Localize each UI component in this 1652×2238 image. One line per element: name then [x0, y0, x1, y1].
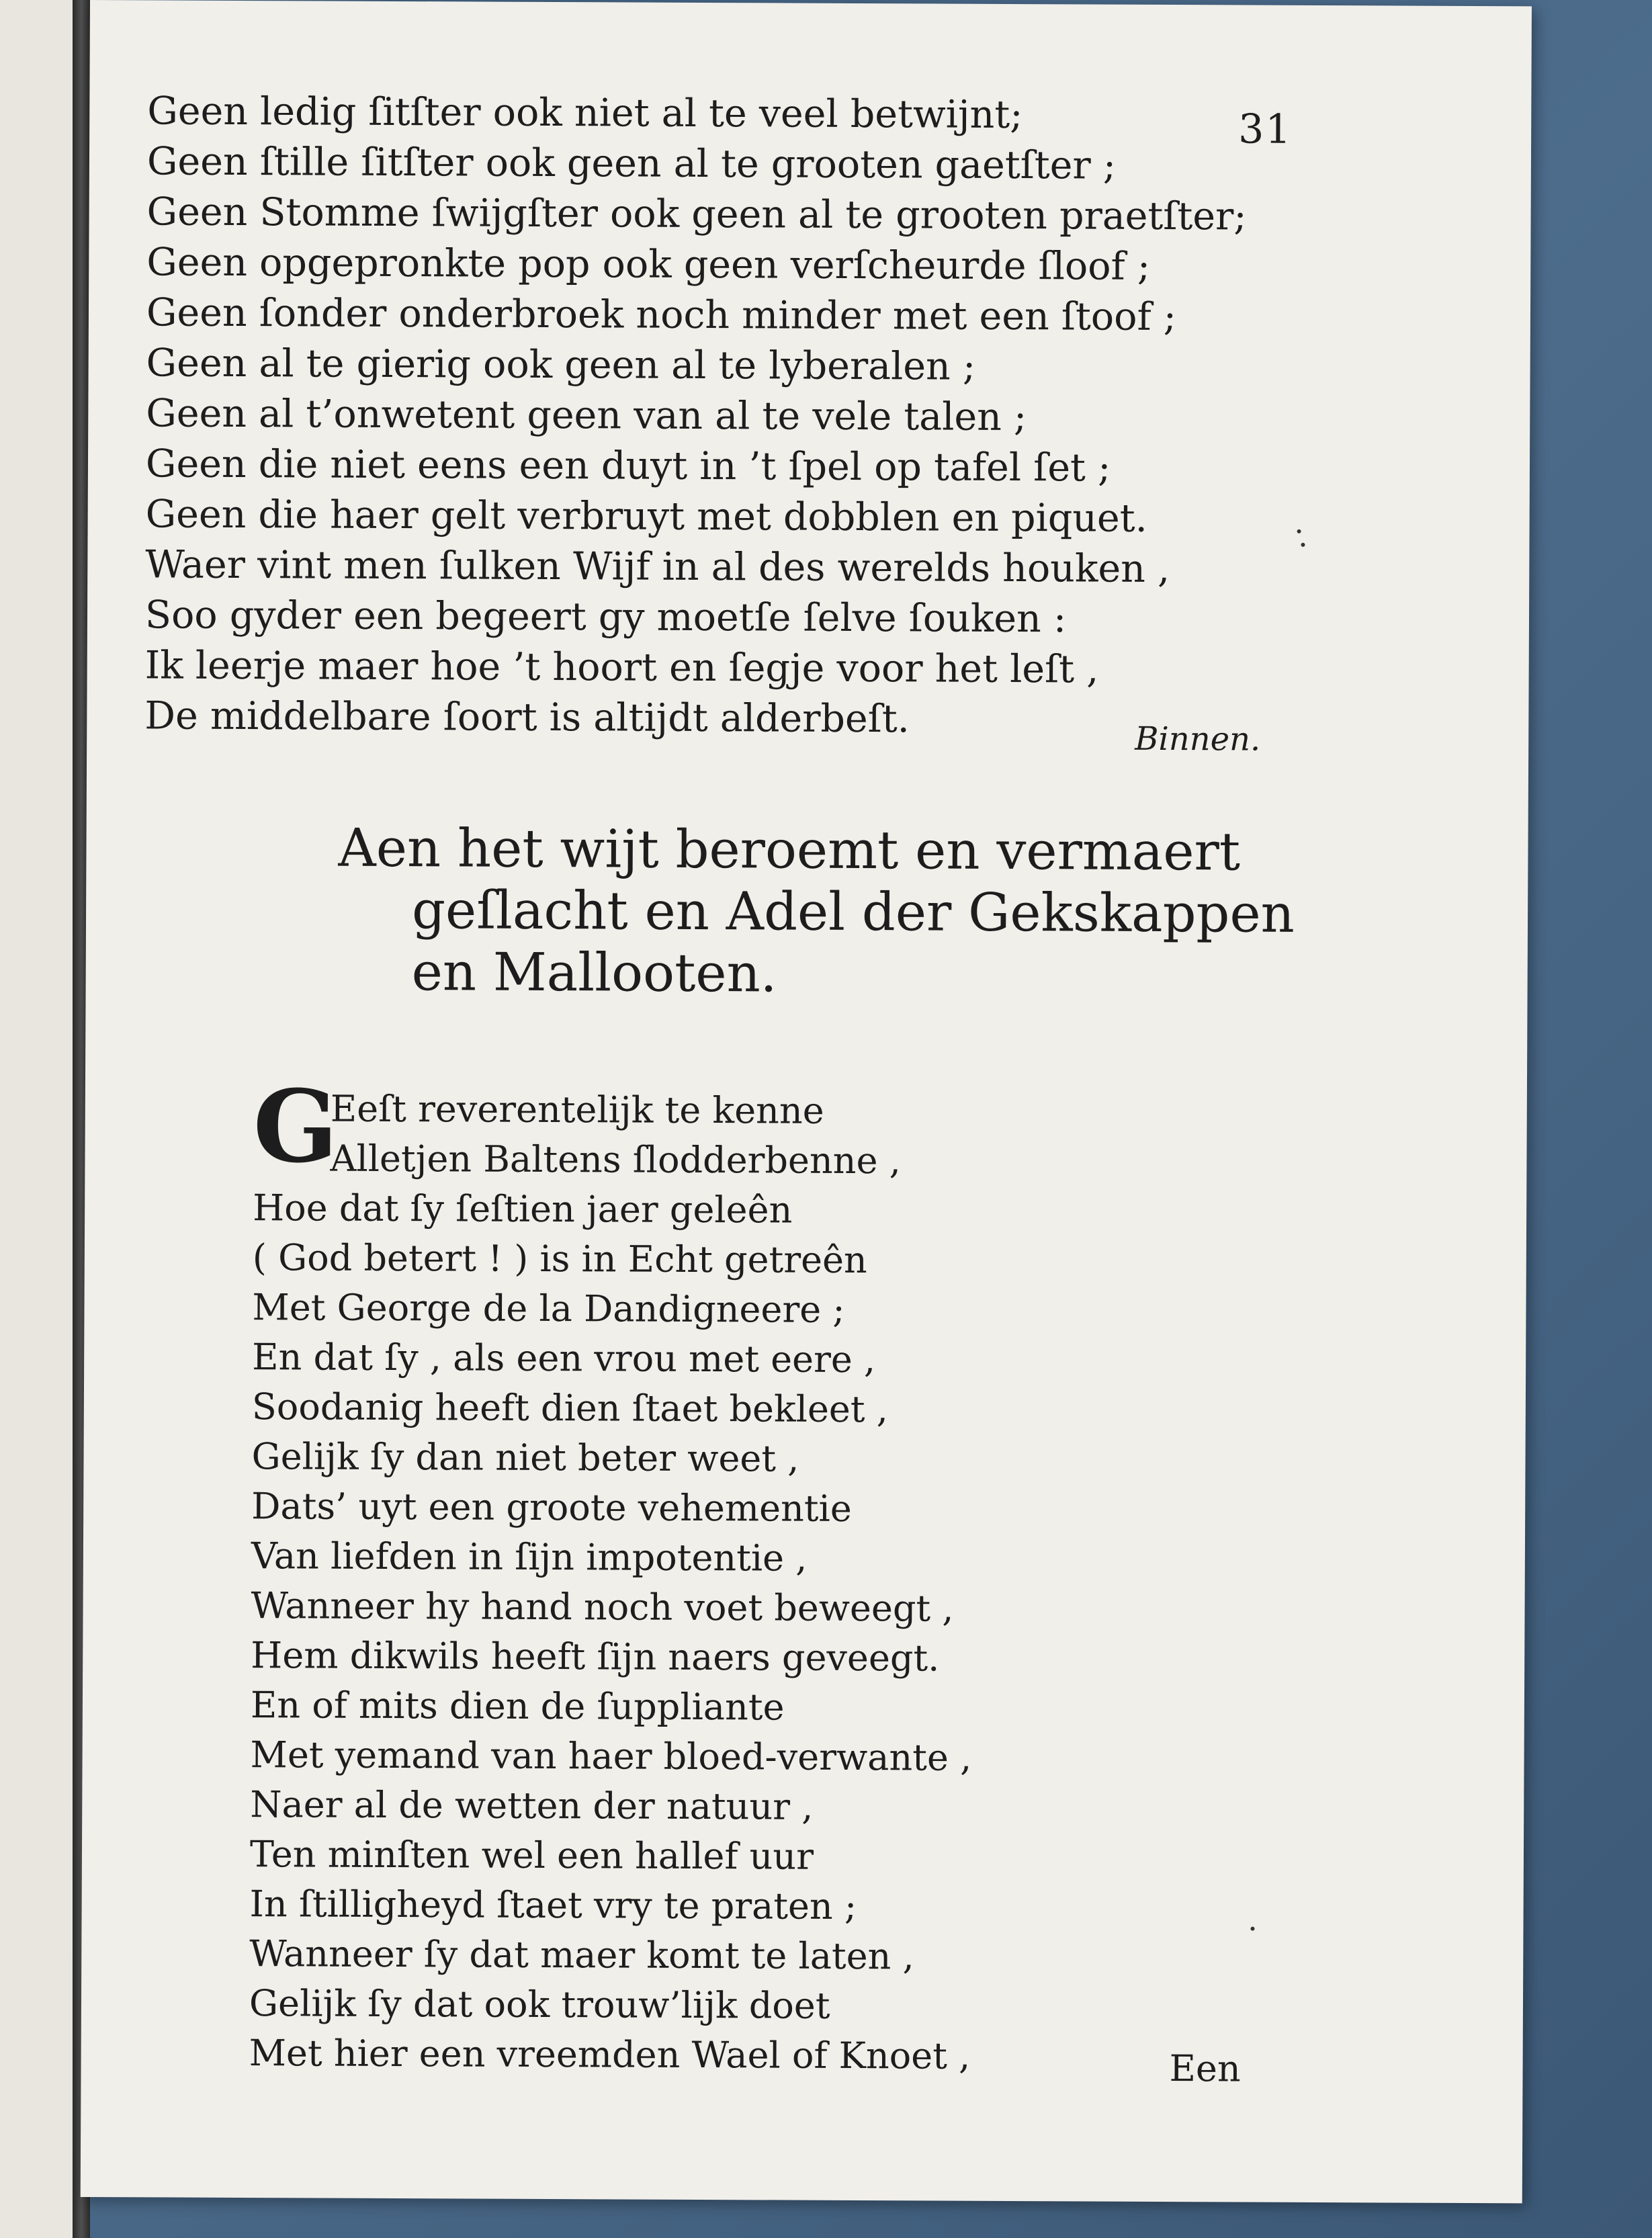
poem-line: Geen Stomme ſwijgſter ook geen al te grooten praetſter;	[146, 189, 1247, 239]
catchword-een: Een	[1169, 2047, 1241, 2090]
poem-line: Gelijk ſy dat ook trouw’lijk doet	[249, 1982, 830, 2027]
book-page	[81, 0, 1532, 2203]
poem-line: Ten minſten wel een hallef uur	[249, 1833, 814, 1878]
poem-line: En dat ſy , als een vrou met eere ,	[252, 1336, 876, 1381]
poem-bottom	[249, 1084, 975, 2081]
poem-line: In ſtilligheyd ſtaet vry te praten ;	[249, 1883, 857, 1928]
poem-top	[144, 86, 1247, 746]
poem-line: Soodanig heeft dien ſtaet bekleet ,	[251, 1385, 889, 1431]
poem-line: Geen ſtille ſitſter ook geen al te grooten gaetſter ;	[146, 139, 1117, 188]
left-page-edge	[0, 0, 81, 2238]
heading-line: en Mallooten.	[411, 942, 777, 1004]
poem-line: ( God betert ! ) is in Echt getreên	[252, 1236, 867, 1282]
poem-line: Waer vint men ſulken Wijf in al des werelds houken ,	[145, 542, 1170, 592]
heading-line: geſlacht en Adel der Gekskappen	[411, 880, 1295, 945]
page-number: 31	[1238, 105, 1293, 153]
poem-line: Geen ſonder onderbroek noch minder met een ſtoof ;	[146, 290, 1177, 340]
heading-line: Aen het wijt beroemt en vermaert	[338, 818, 1241, 883]
poem-line: Hoe dat ſy ſeſtien jaer geleên	[253, 1187, 793, 1232]
poem-line: Alletjen Baltens ſlodderbenne ,	[330, 1137, 901, 1182]
poem-line: Hem dikwils heeft ſijn naers geveegt.	[251, 1634, 940, 1680]
poem-line: Met George de la Dandigneere ;	[252, 1286, 845, 1331]
section-heading	[337, 818, 1295, 1007]
poem-line: Geen opgepronkte pop ook geen verſcheurde ſloof ;	[146, 240, 1151, 289]
poem-line: Wanneer ſy dat maer komt te laten ,	[249, 1932, 914, 1978]
poem-line: Geen die haer gelt verbruyt met dobblen en piquet.	[145, 492, 1147, 541]
poem-line: Soo gyder een begeert gy moetſe ſelve ſouken :	[144, 593, 1067, 642]
poem-line: Met hier een vreemden Wael of Knoet ,	[249, 2032, 971, 2077]
poem-line: En of mits dien de ſuppliante	[250, 1684, 785, 1729]
poem-line: Geen ledig ſitſter ook niet al te veel betwijnt;	[147, 89, 1023, 138]
poem-line: Van liefden in ſijn impotentie ,	[251, 1535, 808, 1580]
poem-line: Ik leerje maer hoe ’t hoort en ſegje voor het leſt ,	[144, 643, 1099, 692]
poem-line: Naer al de wetten der natuur ,	[250, 1783, 814, 1828]
poem-line: Gelijk ſy dan niet beter weet ,	[251, 1435, 799, 1480]
drop-cap: G	[253, 1068, 339, 1185]
poem-line: Dats’ uyt een groote vehementie	[251, 1485, 852, 1530]
poem-line: Wanneer hy hand noch voet beweegt ,	[251, 1584, 954, 1630]
poem-line: Eeſt reverentelijk te kenne	[330, 1087, 824, 1132]
catchword-binnen: Binnen.	[1135, 720, 1261, 759]
poem-line: Geen al t’onwetent geen van al te vele talen ;	[146, 391, 1027, 440]
poem-line: De middelbare ſoort is altijdt alderbeſt.	[144, 693, 910, 742]
poem-line: Geen die niet eens een duyt in ’t ſpel op tafel ſet ;	[145, 441, 1111, 490]
poem-line: Met yemand van haer bloed-verwante ,	[250, 1733, 972, 1779]
poem-line: Geen al te gierig ook geen al te lyberalen ;	[146, 341, 976, 389]
ink-speck	[1250, 1927, 1254, 1931]
ink-speck	[1297, 529, 1301, 533]
ink-speck	[1301, 543, 1305, 547]
